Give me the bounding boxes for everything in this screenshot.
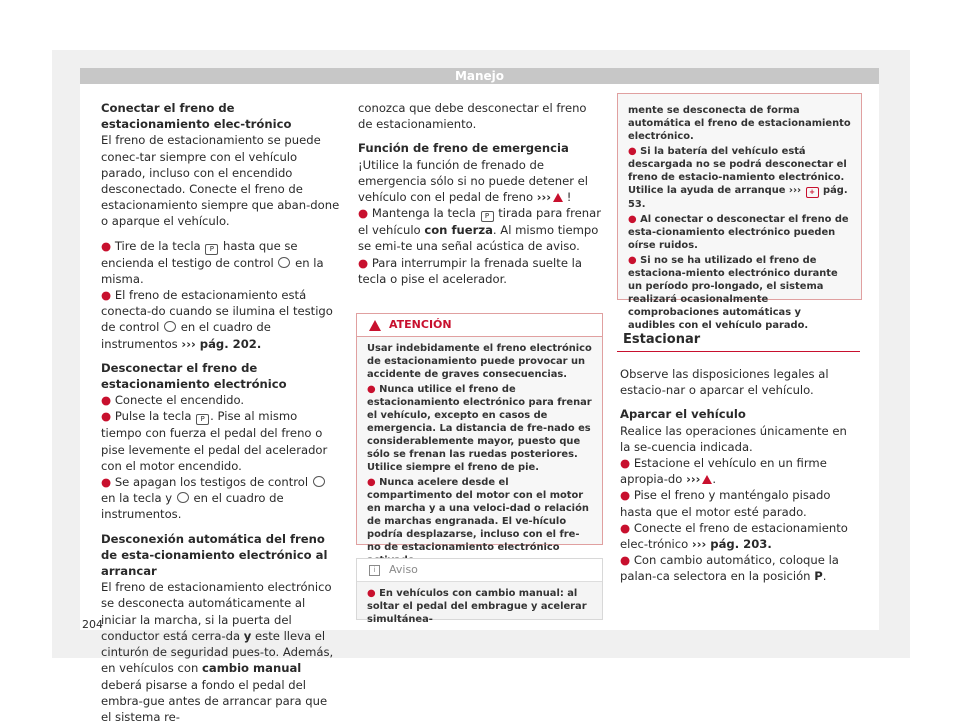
list-item: ● Pulse la tecla P . Pise al mismo tiempo con fuerza el pedal del freno o pise levemente el pedal del acelerador con el motor encendido. [101,409,328,473]
page-number: 204 [82,618,103,631]
paragraph: Realice las operaciones únicamente en la se-cuencia indicada. [620,423,847,454]
section-title: Estacionar [617,328,860,352]
warning-ref-link[interactable]: ››› [686,472,701,487]
bullet-icon: ● [620,488,631,503]
bullet-icon: ● [628,146,637,157]
notice-title: i Aviso [357,559,602,582]
brake-warning-lamp-icon [177,492,189,503]
heading-disconnect: Desconectar el freno de estacionamiento electrónico [101,360,287,392]
paragraph: El freno de estacionamiento se puede conec-tar siempre con el vehículo parado, incluso con el encendido desconectado. Conecte el freno de estacionamiento siempre que aban-done o aparque el vehículo. [101,133,340,229]
bullet-icon: ● [620,520,631,535]
list-item: ● En vehículos con cambio manual: al soltar el pedal del embrague y acelerar simultánea- [367,588,587,625]
bullet-icon: ● [101,238,112,253]
bullet-icon: ● [358,206,369,221]
attention-title: ATENCIÓN [357,314,602,337]
bullet-icon: ● [628,214,637,225]
bullet-icon: ● [367,588,376,599]
bullet-icon: ● [620,553,631,568]
bullet-icon: ● [367,384,376,395]
bullet-icon: ● [620,456,631,471]
parking-brake-key-icon: P [481,211,494,222]
list-item: ● El freno de estacionamiento está conecta-do cuando se ilumina el testigo de control en el cuadro de instrumentos ››› pág. 202. [101,288,333,351]
column-3 [620,366,860,585]
list-item: ● Mantenga la tecla P tirada para frenar el vehículo con fuerza. Al mismo tiempo se emi-te una señal acústica de aviso. [358,206,601,254]
list-item: ● Se apagan los testigos de control en la tecla y en el cuadro de instrumentos. [101,474,341,523]
info-icon: i [369,565,380,576]
column-2 [358,100,603,287]
paragraph: Observe las disposiciones legales al estacio-nar o aparcar el vehículo. [620,367,829,398]
page [80,68,879,724]
bullet-icon: ● [101,393,112,408]
notice-box [356,558,603,625]
page-header: Manejo [80,68,879,84]
page-ref-link[interactable]: ››› [788,185,802,196]
bullet-icon: ● [101,475,112,490]
attention-box [356,313,603,553]
list-item: ● Estacione el vehículo en un firme apropia-do ››› . [620,456,827,487]
warning-icon [702,475,712,484]
attention-text: Usar indebidamente el freno electrónico de estacionamiento puede provocar un accidente de graves consecuencias. [367,343,592,380]
list-item: ● Nunca utilice el freno de estacionamiento electrónico para frenar el vehículo, excepto en casos de emergencia. La distancia de fre-nado es considerablemente mayor, puesto que sólo se frenan las ruedas posteriores. Utilice siempre el freno de pie. [367,384,592,473]
list-item: ● Si la batería del vehículo está descargada no se podrá desconectar el freno de estacio-namiento electrónico. Utilice la ayuda de arranque ››› + pág. 53. [628,146,848,210]
paragraph: conozca que debe desconectar el freno de estacionamiento. [358,101,587,132]
battery-icon: + [806,187,819,198]
brake-warning-lamp-icon [278,257,290,268]
heading-connect: Conectar el freno de estacionamiento elec-trónico [101,101,292,132]
list-item: ● Si no se ha utilizado el freno de estaciona-miento electrónico durante un período pro-longado, el sistema realizará ocasionalmente comprobaciones automáticas y audibles con el vehículo parado. [628,255,838,331]
bullet-icon: ● [101,409,112,424]
bullet-icon: ● [101,288,112,303]
heading-auto-release: Desconexión automática del freno de esta-cionamiento electrónico al arrancar [101,531,328,579]
list-item: ● Tire de la tecla P hasta que se encienda el testigo de control en la misma. [101,238,324,286]
page-ref-link[interactable]: ››› pág. 203. [691,537,772,552]
paragraph: ¡Utilice la función de frenado de emergencia sólo si no puede detener el vehículo con el pedal de freno ››› ! [358,157,589,205]
list-item: ● Conecte el encendido. [101,393,245,408]
page-ref-link[interactable]: ››› pág. 202. [181,336,262,351]
bullet-icon: ● [628,255,637,266]
list-item: ● Conecte el freno de estacionamiento elec-trónico ››› pág. 203. [620,520,848,552]
parking-brake-key-icon: P [196,414,209,425]
list-item: ● Con cambio automático, coloque la palan-ca selectora en la posición P. [620,553,839,584]
notice-continued-box [617,93,862,331]
paragraph: mente se desconecta de forma automática el freno de estacionamiento electrónico. [628,105,851,142]
list-item: ● Nunca acelere desde el compartimento del motor con el motor en marcha y a una veloci-dad o relación de marchas engranada. El ve-hículo podría desplazarse, incluso con el fre-no de estacionamiento electrónico [367,477,589,553]
warning-ref-link[interactable]: ››› [536,190,552,205]
list-item: ● Pise el freno y manténgalo pisado hasta que el motor esté parado. [620,488,831,519]
heading-emergency: Función de freno de emergencia [358,141,569,156]
paragraph: El freno de estacionamiento electrónico se desconecta automáticamente al iniciar la marcha, si la puerta del conductor está cerra-da y este lleva el cinturón de seguridad pues-to. Además, en vehículos con cambio manual deberá pisarse a fondo el pedal del embra-gue antes de arrancar para que el sistema re- [101,580,334,724]
parking-brake-key-icon: P [205,244,218,255]
brake-warning-lamp-icon [313,476,325,487]
column-1 [101,100,341,725]
brake-warning-lamp-icon [164,321,176,332]
bullet-icon: ● [367,477,376,488]
bullet-icon: ● [358,255,369,270]
list-item: ● Para interrumpir la frenada suelte la tecla o pise el acelerador. [358,255,582,286]
warning-icon [553,193,563,202]
list-item: ● Al conectar o desconectar el freno de esta-cionamiento electrónico pueden oírse ruidos. [628,214,849,251]
heading-park: Aparcar el vehículo [620,407,746,422]
warning-icon [369,320,381,331]
